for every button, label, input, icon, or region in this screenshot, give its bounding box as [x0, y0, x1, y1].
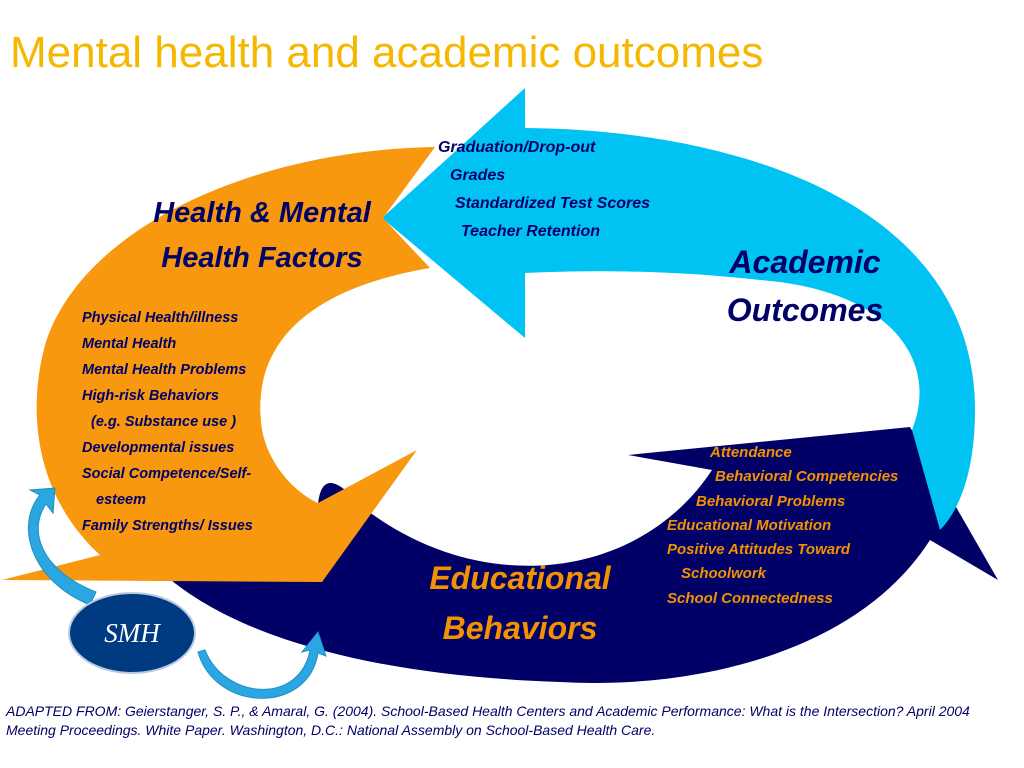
- educational-behaviors-heading-line2: Behaviors: [442, 610, 598, 646]
- list-item: Educational Motivation: [667, 516, 832, 534]
- educational-behaviors-list: [667, 441, 898, 611]
- list-item: Mental Health Problems: [82, 362, 247, 378]
- list-item: School Connectedness: [667, 589, 833, 607]
- list-item: Positive Attitudes Toward: [667, 541, 851, 559]
- list-item: Behavioral Problems: [696, 492, 846, 510]
- citation-footer: ADAPTED FROM: Geierstanger, S. P., & Amaral, G. (2004). School-Based Health Centers and Academic Performance: What is the Intersection? April 2004 Meeting Proceedings. White Paper. Washington, D.C.: National Assembly on School-Based Health Care.: [6, 703, 970, 738]
- list-item: Teacher Retention: [461, 223, 600, 240]
- list-item: Grades: [450, 167, 506, 184]
- list-item: (e.g. Substance use ): [91, 414, 237, 430]
- list-item: Social Competence/Self-: [82, 466, 252, 482]
- list-item: Behavioral Competencies: [715, 468, 899, 486]
- health-factors-heading-line1: Health & Mental: [153, 197, 371, 229]
- list-item: Attendance: [710, 444, 792, 461]
- health-factors-heading: [112, 191, 412, 281]
- smh-oval: [68, 592, 196, 674]
- educational-behaviors-heading-line1: Educational: [429, 560, 611, 596]
- academic-outcomes-heading-line2: Outcomes: [726, 292, 884, 328]
- academic-outcomes-heading-line1: Academic: [729, 244, 881, 280]
- health-factors-heading-line2: Health Factors: [161, 242, 363, 274]
- smh-label: SMH: [104, 617, 160, 648]
- educational-behaviors-heading: [405, 553, 635, 653]
- list-item: Graduation/Drop-out: [438, 139, 596, 156]
- academic-outcomes-list: [438, 134, 650, 246]
- academic-outcomes-heading: [700, 238, 910, 334]
- list-item: Schoolwork: [681, 565, 767, 583]
- page-title: Mental health and academic outcomes: [10, 28, 764, 77]
- list-item: Developmental issues: [82, 440, 235, 456]
- health-factors-list: [82, 305, 253, 539]
- list-item: Family Strengths/ Issues: [82, 518, 253, 534]
- list-item: Standardized Test Scores: [455, 195, 651, 212]
- list-item: Physical Health/illness: [82, 310, 239, 326]
- list-item: esteem: [96, 492, 146, 508]
- list-item: Mental Health: [82, 336, 177, 352]
- list-item: High-risk Behaviors: [82, 388, 219, 404]
